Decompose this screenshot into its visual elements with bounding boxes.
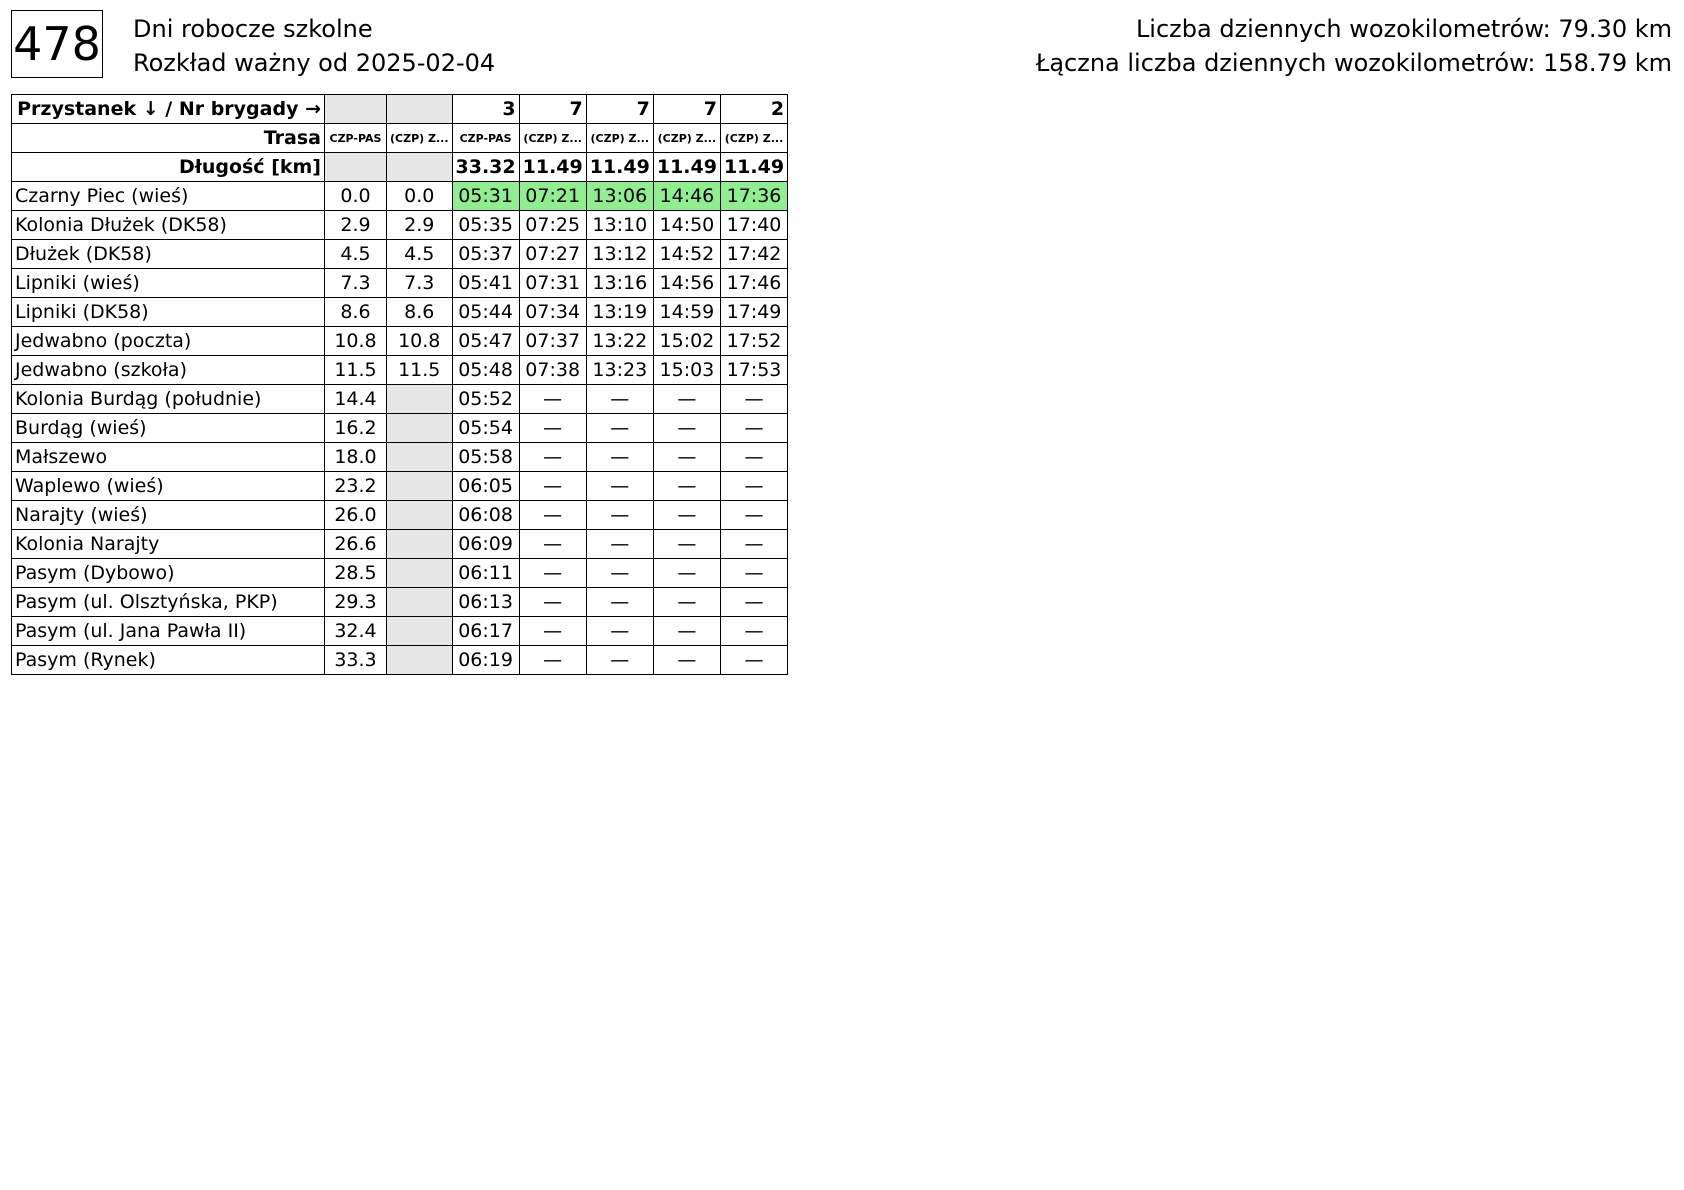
- stop-km: [387, 414, 453, 443]
- route-code: (CZP) Z...: [387, 124, 453, 153]
- stop-km: 0.0: [325, 182, 387, 211]
- departure-time: 14:46: [653, 182, 720, 211]
- stop-name: Małszewo: [12, 443, 325, 472]
- stop-km: [387, 559, 453, 588]
- departure-time: —: [586, 501, 653, 530]
- stop-row: [12, 646, 788, 675]
- stop-row: [12, 472, 788, 501]
- line-number-box: [11, 10, 103, 78]
- brigade-number: 2: [720, 95, 787, 124]
- day-type: Dni robocze szkolne: [133, 15, 373, 43]
- stop-km: 23.2: [325, 472, 387, 501]
- length-row: [12, 153, 788, 182]
- stop-km: 2.9: [387, 211, 453, 240]
- stop-km: 11.5: [325, 356, 387, 385]
- stop-km: [387, 646, 453, 675]
- stop-name: Dłużek (DK58): [12, 240, 325, 269]
- stop-name: Kolonia Narajty: [12, 530, 325, 559]
- stop-row: [12, 269, 788, 298]
- stop-row: [12, 443, 788, 472]
- valid-from: Rozkład ważny od 2025-02-04: [133, 49, 496, 77]
- stop-km: 29.3: [325, 588, 387, 617]
- departure-time: —: [519, 443, 586, 472]
- route-code: (CZP) Z...: [720, 124, 787, 153]
- departure-time: 07:38: [519, 356, 586, 385]
- stop-km: [387, 588, 453, 617]
- departure-time: 07:31: [519, 269, 586, 298]
- departure-time: —: [720, 530, 787, 559]
- stop-km: [387, 530, 453, 559]
- stop-name: Pasym (Rynek): [12, 646, 325, 675]
- km-col-1-blank: [325, 153, 387, 182]
- stop-km: 2.9: [325, 211, 387, 240]
- departure-time: 07:34: [519, 298, 586, 327]
- departure-time: —: [519, 646, 586, 675]
- departure-time: —: [720, 501, 787, 530]
- departure-time: 05:47: [452, 327, 519, 356]
- departure-time: —: [653, 646, 720, 675]
- stop-name: Czarny Piec (wieś): [12, 182, 325, 211]
- departure-time: —: [586, 443, 653, 472]
- brigade-number: 7: [653, 95, 720, 124]
- departure-time: 17:46: [720, 269, 787, 298]
- departure-time: 17:49: [720, 298, 787, 327]
- stop-km: 26.0: [325, 501, 387, 530]
- departure-time: —: [586, 617, 653, 646]
- stop-name: Lipniki (wieś): [12, 269, 325, 298]
- stop-name: Lipniki (DK58): [12, 298, 325, 327]
- departure-time: —: [586, 646, 653, 675]
- departure-time: 17:42: [720, 240, 787, 269]
- departure-time: —: [519, 385, 586, 414]
- departure-time: —: [519, 559, 586, 588]
- stop-row: [12, 414, 788, 443]
- stop-km: 10.8: [387, 327, 453, 356]
- stop-name: Jedwabno (szkoła): [12, 356, 325, 385]
- departure-time: —: [586, 588, 653, 617]
- brigade-number: 3: [452, 95, 519, 124]
- stop-name: Burdąg (wieś): [12, 414, 325, 443]
- departure-time: 13:16: [586, 269, 653, 298]
- departure-time: 05:37: [452, 240, 519, 269]
- departure-time: 07:21: [519, 182, 586, 211]
- stop-row: [12, 327, 788, 356]
- departure-time: 05:35: [452, 211, 519, 240]
- departure-time: 13:10: [586, 211, 653, 240]
- departure-time: 14:59: [653, 298, 720, 327]
- stop-km: 28.5: [325, 559, 387, 588]
- departure-time: —: [519, 414, 586, 443]
- route-code: (CZP) Z...: [519, 124, 586, 153]
- stop-name: Pasym (ul. Jana Pawła II): [12, 617, 325, 646]
- departure-time: —: [720, 385, 787, 414]
- line-number: 478: [13, 17, 101, 71]
- stop-km: 0.0: [387, 182, 453, 211]
- departure-time: —: [720, 559, 787, 588]
- departure-time: 15:03: [653, 356, 720, 385]
- departure-time: —: [720, 588, 787, 617]
- departure-time: —: [519, 530, 586, 559]
- departure-time: —: [519, 472, 586, 501]
- route-code: CZP-PAS: [325, 124, 387, 153]
- departure-time: —: [519, 501, 586, 530]
- stop-km: [387, 472, 453, 501]
- route-code: (CZP) Z...: [586, 124, 653, 153]
- departure-time: 05:31: [452, 182, 519, 211]
- departure-time: 17:36: [720, 182, 787, 211]
- brigade-row: [12, 95, 788, 124]
- trip-length: 11.49: [653, 153, 720, 182]
- departure-time: —: [653, 530, 720, 559]
- departure-time: 13:19: [586, 298, 653, 327]
- stop-row: [12, 298, 788, 327]
- stop-row: [12, 617, 788, 646]
- departure-time: —: [653, 617, 720, 646]
- stop-row: [12, 530, 788, 559]
- departure-time: 05:41: [452, 269, 519, 298]
- departure-time: 06:05: [452, 472, 519, 501]
- stop-km: 32.4: [325, 617, 387, 646]
- stop-row: [12, 240, 788, 269]
- departure-time: 05:48: [452, 356, 519, 385]
- departure-time: —: [519, 617, 586, 646]
- stop-row: [12, 559, 788, 588]
- stop-km: 8.6: [325, 298, 387, 327]
- total-daily-km: Łączna liczba dziennych wozokilometrów: 158.79 km: [1035, 49, 1672, 77]
- stop-row: [12, 501, 788, 530]
- km-col-2-blank: [387, 153, 453, 182]
- departure-time: 14:56: [653, 269, 720, 298]
- route-code: CZP-PAS: [452, 124, 519, 153]
- departure-time: —: [720, 414, 787, 443]
- stop-km: 11.5: [387, 356, 453, 385]
- departure-time: —: [586, 530, 653, 559]
- departure-time: 07:27: [519, 240, 586, 269]
- stop-km: 4.5: [325, 240, 387, 269]
- stop-km: [387, 385, 453, 414]
- departure-time: —: [653, 501, 720, 530]
- trip-length: 11.49: [519, 153, 586, 182]
- stop-row: [12, 356, 788, 385]
- trip-length: 33.32: [452, 153, 519, 182]
- route-row: [12, 124, 788, 153]
- departure-time: —: [720, 646, 787, 675]
- km-col-2-blank: [387, 95, 453, 124]
- departure-time: —: [720, 443, 787, 472]
- departure-time: 17:52: [720, 327, 787, 356]
- departure-time: 13:12: [586, 240, 653, 269]
- departure-time: —: [720, 472, 787, 501]
- brigade-number: 7: [519, 95, 586, 124]
- stop-km: 16.2: [325, 414, 387, 443]
- departure-time: —: [653, 443, 720, 472]
- stop-km: 14.4: [325, 385, 387, 414]
- departure-time: —: [653, 588, 720, 617]
- departure-time: —: [586, 385, 653, 414]
- stop-row: [12, 211, 788, 240]
- stop-km: 7.3: [325, 269, 387, 298]
- departure-time: —: [653, 385, 720, 414]
- stop-name: Pasym (Dybowo): [12, 559, 325, 588]
- departure-time: 17:40: [720, 211, 787, 240]
- stop-row: [12, 588, 788, 617]
- stop-km: 7.3: [387, 269, 453, 298]
- departure-time: 06:13: [452, 588, 519, 617]
- schedule-header-left: [133, 12, 495, 80]
- stop-name: Kolonia Burdąg (południe): [12, 385, 325, 414]
- route-label: Trasa: [12, 124, 325, 153]
- trip-length: 11.49: [720, 153, 787, 182]
- departure-time: 06:19: [452, 646, 519, 675]
- departure-time: —: [653, 414, 720, 443]
- departure-time: 05:52: [452, 385, 519, 414]
- stop-km: 8.6: [387, 298, 453, 327]
- departure-time: 13:06: [586, 182, 653, 211]
- stop-km: 33.3: [325, 646, 387, 675]
- departure-time: —: [586, 559, 653, 588]
- length-label: Długość [km]: [12, 153, 325, 182]
- departure-time: 06:17: [452, 617, 519, 646]
- departure-time: 06:08: [452, 501, 519, 530]
- trip-length: 11.49: [586, 153, 653, 182]
- departure-time: 13:23: [586, 356, 653, 385]
- departure-time: 17:53: [720, 356, 787, 385]
- route-code: (CZP) Z...: [653, 124, 720, 153]
- departure-time: —: [653, 472, 720, 501]
- stop-name: Jedwabno (poczta): [12, 327, 325, 356]
- departure-time: —: [586, 472, 653, 501]
- stop-km: [387, 617, 453, 646]
- stop-km: 4.5: [387, 240, 453, 269]
- departure-time: 07:37: [519, 327, 586, 356]
- departure-time: 06:11: [452, 559, 519, 588]
- brigade-label: Przystanek ↓ / Nr brygady →: [12, 95, 325, 124]
- stop-km: [387, 501, 453, 530]
- stop-name: Narajty (wieś): [12, 501, 325, 530]
- km-col-1-blank: [325, 95, 387, 124]
- stop-name: Waplewo (wieś): [12, 472, 325, 501]
- stop-row: [12, 385, 788, 414]
- departure-time: 07:25: [519, 211, 586, 240]
- schedule-header-right: [1036, 12, 1672, 80]
- departure-time: 05:58: [452, 443, 519, 472]
- stop-km: 18.0: [325, 443, 387, 472]
- departure-time: 13:22: [586, 327, 653, 356]
- departure-time: 14:50: [653, 211, 720, 240]
- departure-time: 15:02: [653, 327, 720, 356]
- departure-time: —: [586, 414, 653, 443]
- stop-row: [12, 182, 788, 211]
- brigade-number: 7: [586, 95, 653, 124]
- departure-time: —: [653, 559, 720, 588]
- departure-time: —: [720, 617, 787, 646]
- stop-km: [387, 443, 453, 472]
- timetable: [11, 94, 788, 675]
- stop-km: 26.6: [325, 530, 387, 559]
- stop-name: Kolonia Dłużek (DK58): [12, 211, 325, 240]
- stop-name: Pasym (ul. Olsztyńska, PKP): [12, 588, 325, 617]
- daily-km: Liczba dziennych wozokilometrów: 79.30 km: [1135, 15, 1672, 43]
- stop-km: 10.8: [325, 327, 387, 356]
- departure-time: 05:54: [452, 414, 519, 443]
- departure-time: 14:52: [653, 240, 720, 269]
- departure-time: 05:44: [452, 298, 519, 327]
- departure-time: 06:09: [452, 530, 519, 559]
- departure-time: —: [519, 588, 586, 617]
